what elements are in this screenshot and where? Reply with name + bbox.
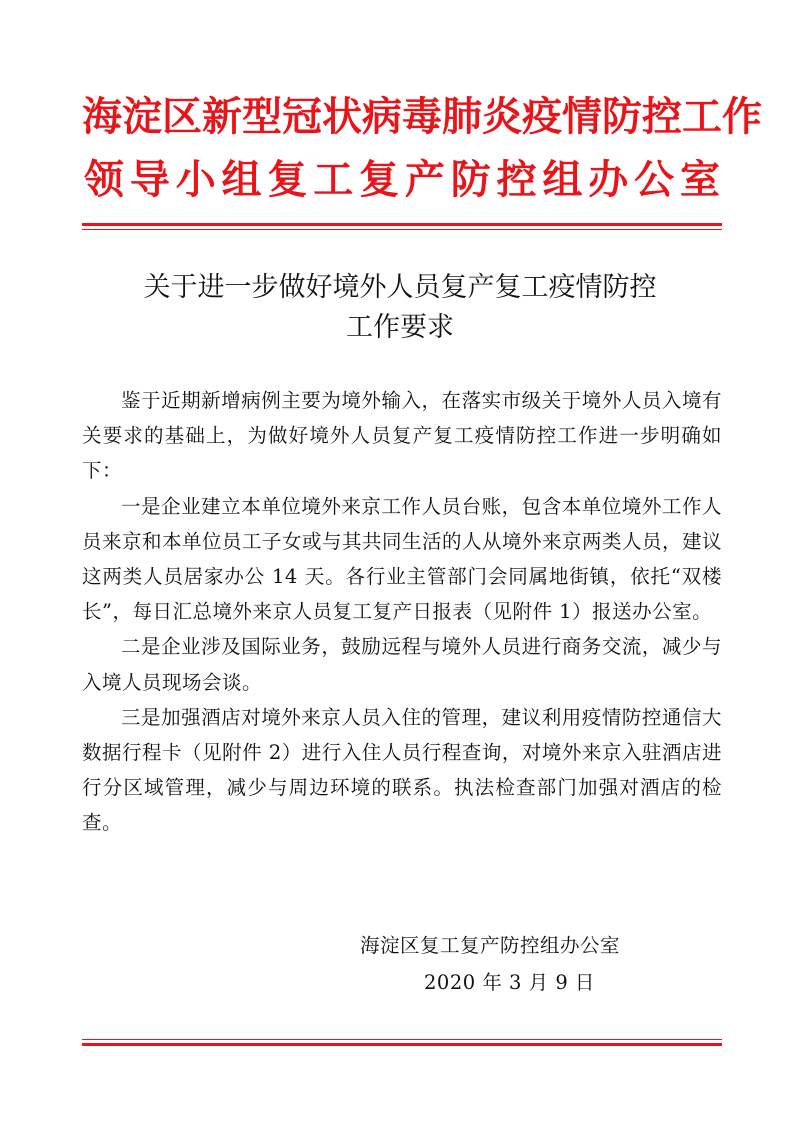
footer-rule-thick [82,1043,722,1046]
header-line-2: 领导小组复工复产防控组办公室 [84,157,720,203]
document-title-line-2: 工作要求 [346,312,454,343]
document-title-line-1: 关于进一步做好境外人员复产复工疫情防控 [143,272,657,303]
header-rule-thin [82,229,722,230]
paragraph-item-2: 二是企业涉及国际业务，鼓励远程与境外人员进行商务交流，减少与入境人员现场会谈。 [82,635,722,694]
signature-organization: 海淀区复工复产防控组办公室 [360,934,621,957]
paragraph-item-3: 三是加强酒店对境外来京人员入住的管理，建议利用疫情防控通信大数据行程卡（见附件 2）进行入住人员行程查询，对境外来京入驻酒店进行分区域管理，减少与周边环境的联系。执法检查部门加强对酒店的检查。 [82,705,722,835]
header-line-1: 海淀区新型冠状病毒肺炎疫情防控工作 [82,94,762,140]
footer-rule-thin [82,1039,722,1040]
document-body [82,383,722,841]
paragraph-intro: 鉴于近期新增病例主要为境外输入，在落实市级关于境外人员入境有关要求的基础上，为做好境外人员复产复工疫情防控工作进一步明确如下： [82,389,722,483]
signature-date: 2020 年 3 月 9 日 [424,971,595,994]
header-rule-thick [82,223,722,226]
paragraph-item-1: 一是企业建立本单位境外来京工作人员台账，包含本单位境外工作人员来京和本单位员工子女或与其共同生活的人从境外来京两类人员，建议这两类人员居家办公 14 天。各行业主管部门会同属地街镇，依托“双楼长”，每日汇总境外来京人员复工复产日报表（见附件 1）报送办公室。 [82,494,723,624]
